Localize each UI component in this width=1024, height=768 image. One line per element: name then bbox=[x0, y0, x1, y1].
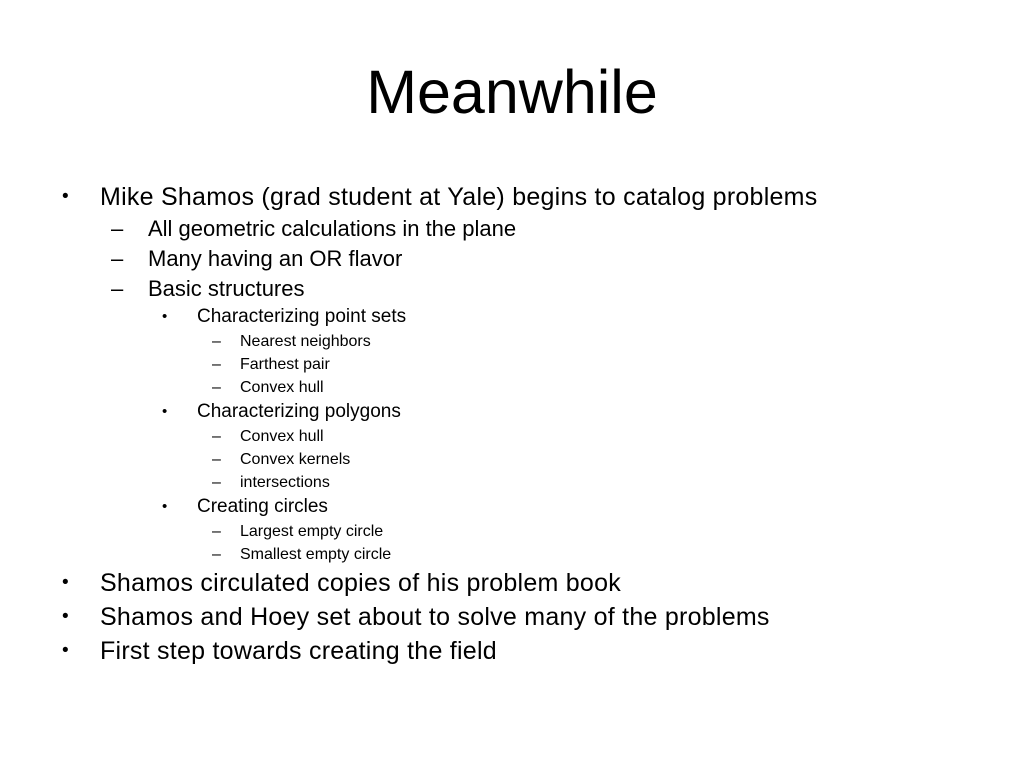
list-item-text: Shamos circulated copies of his problem book bbox=[100, 569, 621, 597]
list-item-text: All geometric calculations in the plane bbox=[148, 216, 517, 241]
list-item-text: intersections bbox=[240, 474, 330, 491]
dash-marker-icon: – bbox=[212, 428, 221, 445]
list-item-text: Mike Shamos (grad student at Yale) begins to catalog problems bbox=[100, 183, 818, 211]
dash-marker-icon: – bbox=[212, 333, 221, 350]
bullet-marker-icon: • bbox=[62, 186, 69, 207]
dash-marker-icon: – bbox=[111, 246, 124, 271]
list-item bbox=[0, 520, 1024, 543]
list-item bbox=[0, 353, 1024, 376]
list-item-text: Nearest neighbors bbox=[240, 333, 371, 350]
list-item bbox=[0, 180, 1024, 214]
dash-marker-icon: – bbox=[111, 216, 124, 241]
dash-marker-icon: – bbox=[212, 474, 221, 491]
bullet-marker-icon: • bbox=[162, 498, 168, 515]
list-item bbox=[0, 566, 1024, 600]
dash-marker-icon: – bbox=[212, 523, 221, 540]
bullet-marker-icon: • bbox=[62, 572, 69, 593]
list-item-text: Characterizing point sets bbox=[197, 306, 407, 327]
list-item bbox=[0, 330, 1024, 353]
list-item-text: Basic structures bbox=[148, 276, 305, 301]
bullet-list bbox=[0, 180, 1024, 668]
list-item-text: First step towards creating the field bbox=[100, 637, 497, 665]
dash-marker-icon: – bbox=[111, 276, 124, 301]
list-item bbox=[0, 274, 1024, 304]
list-item bbox=[0, 600, 1024, 634]
list-item-text: Convex kernels bbox=[240, 451, 351, 468]
list-item bbox=[0, 244, 1024, 274]
dash-marker-icon: – bbox=[212, 451, 221, 468]
bullet-marker-icon: • bbox=[62, 606, 69, 627]
list-item-text: Shamos and Hoey set about to solve many of the problems bbox=[100, 603, 770, 631]
list-item-text: Farthest pair bbox=[240, 356, 330, 373]
dash-marker-icon: – bbox=[212, 356, 221, 373]
list-item bbox=[0, 376, 1024, 399]
list-item bbox=[0, 543, 1024, 566]
list-item bbox=[0, 471, 1024, 494]
list-item-text: Largest empty circle bbox=[240, 523, 384, 540]
dash-marker-icon: – bbox=[212, 546, 221, 563]
list-item bbox=[0, 425, 1024, 448]
list-item bbox=[0, 494, 1024, 520]
list-item-text: Smallest empty circle bbox=[240, 546, 392, 563]
page-title: Meanwhile bbox=[366, 58, 658, 126]
list-item bbox=[0, 399, 1024, 425]
list-item bbox=[0, 214, 1024, 244]
list-item-text: Characterizing polygons bbox=[197, 401, 401, 422]
bullet-marker-icon: • bbox=[162, 403, 168, 420]
bullet-marker-icon: • bbox=[62, 640, 69, 661]
list-item-text: Creating circles bbox=[197, 496, 328, 517]
list-item-text: Many having an OR flavor bbox=[148, 246, 403, 271]
list-item bbox=[0, 448, 1024, 471]
list-item-text: Convex hull bbox=[240, 379, 324, 396]
list-item-text: Convex hull bbox=[240, 428, 324, 445]
bullet-marker-icon: • bbox=[162, 308, 168, 325]
dash-marker-icon: – bbox=[212, 379, 221, 396]
list-item bbox=[0, 634, 1024, 668]
list-item bbox=[0, 304, 1024, 330]
